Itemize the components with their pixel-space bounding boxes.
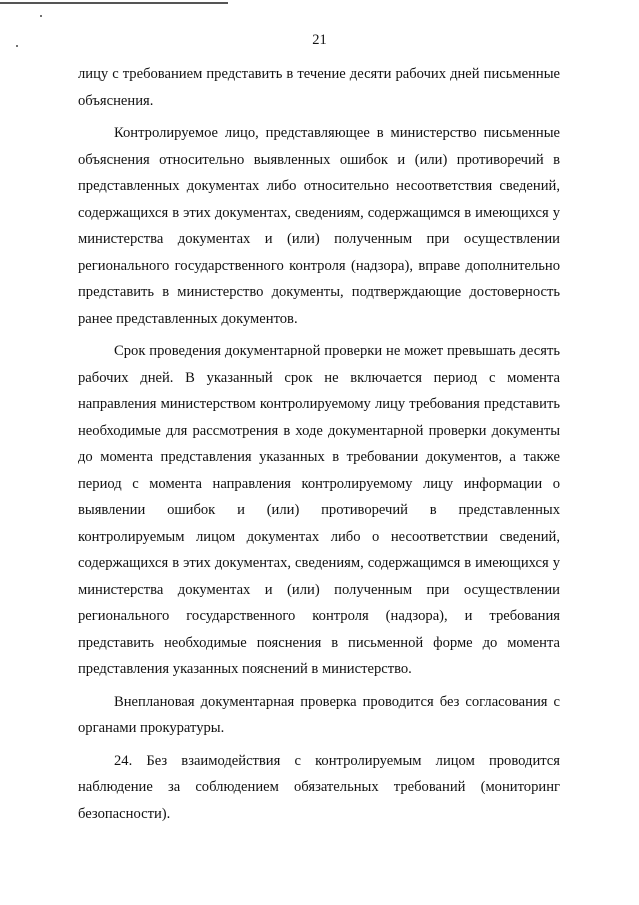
- paragraph-continuation: лицу с требованием представить в течение десяти рабочих дней письменные объяснения.: [78, 66, 560, 109]
- scan-edge-line: [0, 2, 228, 4]
- paragraph-item-24: 24. Без взаимодействия с контролируемым лицом проводится наблюдение за соблюдением обязательных требований (мониторинг безопасности).: [78, 752, 560, 822]
- page-number: 21: [312, 32, 327, 48]
- scan-speck: [40, 15, 42, 17]
- paragraph-controlled-person-explanations: Контролируемое лицо, представляющее в министерство письменные объяснения относительно выявленных ошибок и (или) противоречий в представленных документах либо относительно несоответствия сведений, содержащихся в этих документах, сведениям, содержащимся в имеющихся у министерства документах и (или) полученным при осуществлении регионального государственного контроля (надзора), вправе дополнительно представить в министерство документы, подтверждающие достоверность ранее представленных документов.: [78, 125, 560, 327]
- paragraph-unscheduled-inspection: Внеплановая документарная проверка проводится без согласования с органами прокуратуры.: [78, 693, 560, 736]
- document-body: [78, 61, 560, 827]
- paragraph-inspection-term: Срок проведения документарной проверки не может превышать десять рабочих дней. В указанный срок не включается период с момента направления министерством контролируемому лицу требования представить необходимые для рассмотрения в ходе документарной проверки документы до момента представления указанных в требовании документов, а также период с момента направления контролируемому лицу информации о выявлении ошибок и (или) противоречий в представленных контролируемым лицом документах либо о несоответствии сведений, содержащихся в этих документах, сведениям, содержащимся в имеющихся у министерства документах и (или) полученным при осуществлении регионального государственного контроля (надзора), и требования представить необходимые пояснения в письменной форме до момента представления указанных пояснений в министерство.: [78, 343, 560, 677]
